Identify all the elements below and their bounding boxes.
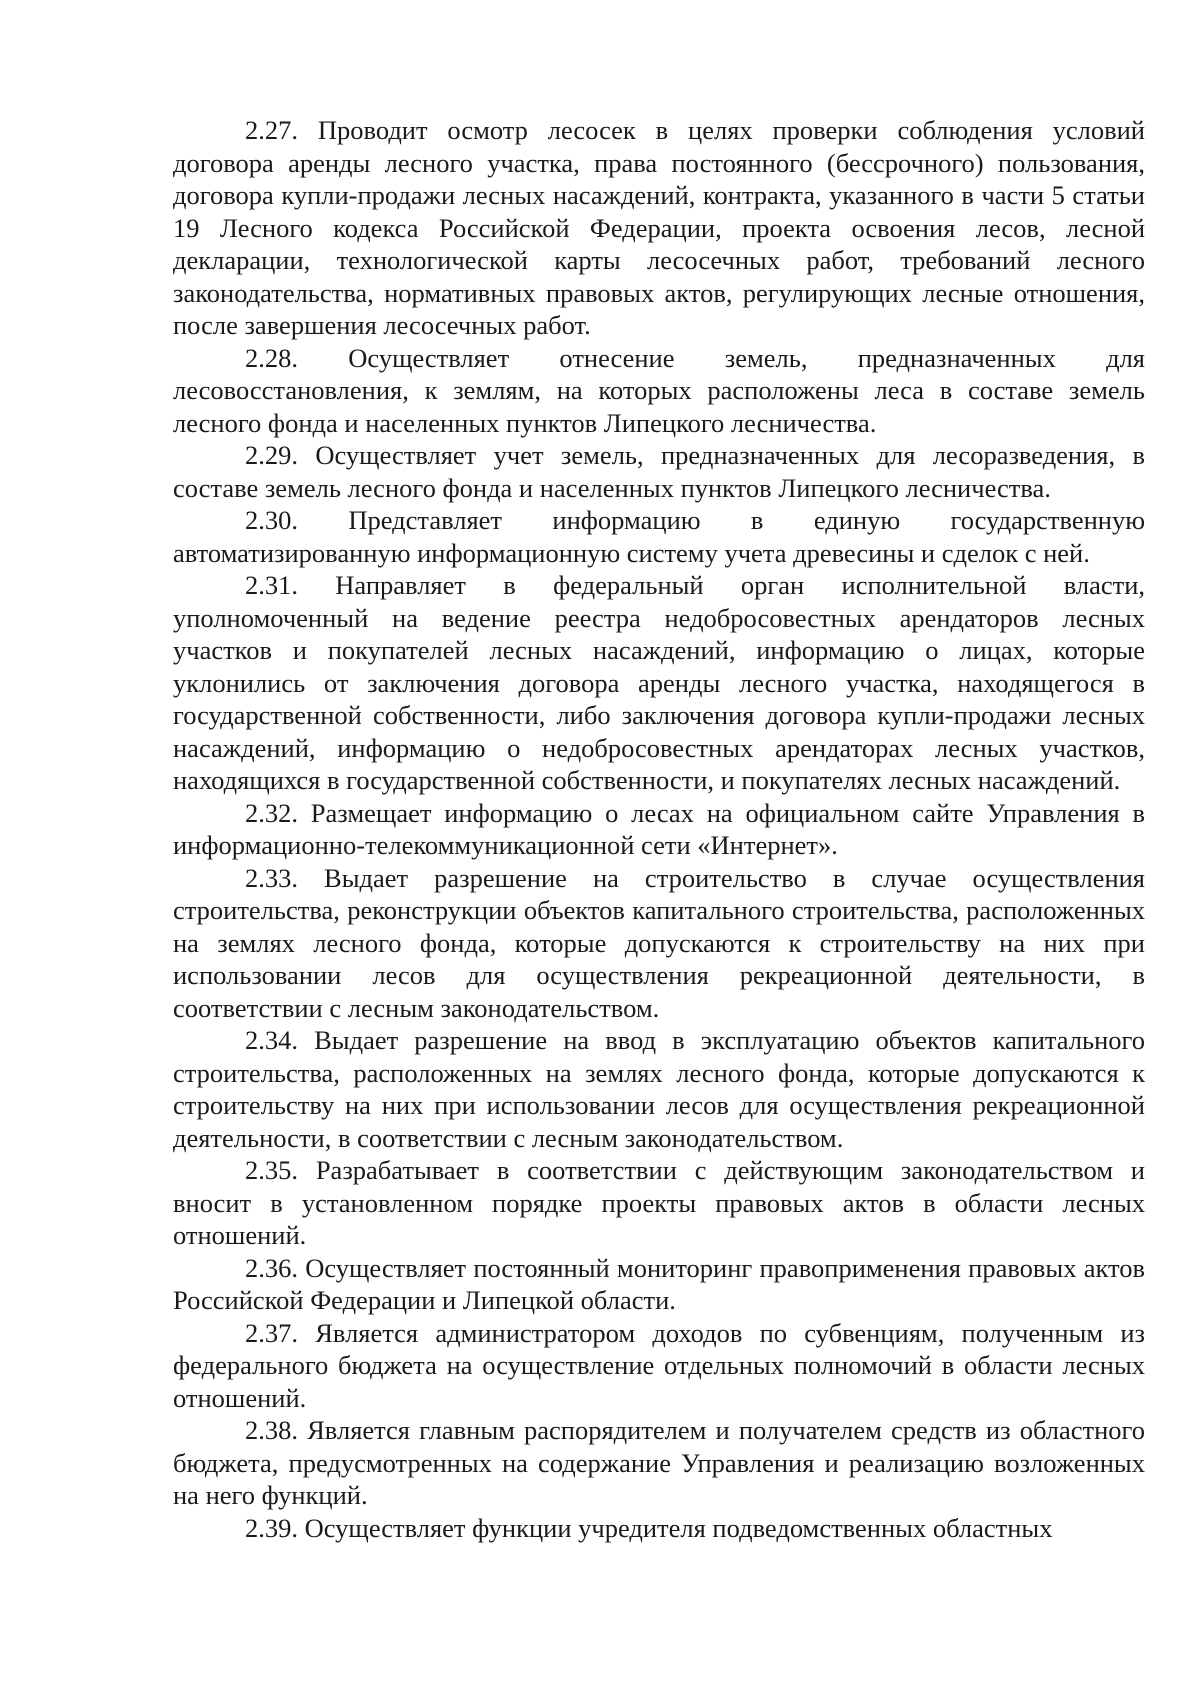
paragraph-2-32: 2.32. Размещает информацию о лесах на официальном сайте Управления в информационно-телекоммуникационной сети «Интернет». bbox=[173, 797, 1145, 860]
paragraph-2-38: 2.38. Является главным распорядителем и получателем средств из областного бюджета, предусмотренных на содержание Управления и реализацию возложенных на него функций. bbox=[173, 1415, 1145, 1510]
document-body bbox=[173, 114, 1145, 1544]
paragraph-2-35: 2.35. Разрабатывает в соответствии с действующим законодательством и вносит в установленном порядке проекты правовых актов в области лесных отношений. bbox=[173, 1155, 1145, 1250]
paragraph-2-27: 2.27. Проводит осмотр лесосек в целях проверки соблюдения условий договора аренды лесного участка, права постоянного (бессрочного) пользования, договора купли-продажи лесных насаждений, контракта, указанного в части 5 статьи 19 Лесного кодекса Российской Федерации, проекта освоения лесов, лесной декларации, технологической карты лесосечных работ, требований лесного законодательства, нормативных правовых актов, регулирующих лесные отношения, после завершения лесосечных работ. bbox=[173, 115, 1145, 340]
paragraph-2-29: 2.29. Осуществляет учет земель, предназначенных для лесоразведения, в составе земель лесного фонда и населенных пунктов Липецкого лесничества. bbox=[173, 440, 1145, 503]
paragraph-2-28: 2.28. Осуществляет отнесение земель, предназначенных для лесовосстановления, к землям, на которых расположены леса в составе земель лесного фонда и населенных пунктов Липецкого лесничества. bbox=[173, 342, 1145, 438]
paragraph-2-39: 2.39. Осуществляет функции учредителя подведомственных областных bbox=[245, 1512, 1053, 1543]
paragraph-2-33: 2.33. Выдает разрешение на строительство в случае осуществления строительства, реконструкции объектов капитального строительства, расположенных на землях лесного фонда, которые допускаются к строительству на них при использовании лесов для осуществления рекреационной деятельности, в соответствии с лесным законодательством. bbox=[173, 862, 1145, 1023]
paragraph-2-37: 2.37. Является администратором доходов по субвенциям, полученным из федерального бюджета на осуществление отдельных полномочий в области лесных отношений. bbox=[173, 1317, 1145, 1413]
paragraph-2-31: 2.31. Направляет в федеральный орган исполнительной власти, уполномоченный на ведение реестра недобросовестных арендаторов лесных участков и покупателей лесных насаждений, информацию о лицах, которые уклонились от заключения договора аренды лесного участка, находящегося в государственной собственности, либо заключения договора купли-продажи лесных насаждений, информацию о недобросовестных арендаторах лесных участков, находящихся в государственной собственности, и покупателях лесных насаждений. bbox=[173, 570, 1145, 795]
paragraph-2-30: 2.30. Представляет информацию в единую государственную автоматизированную информационную систему учета древесины и сделок с ней. bbox=[173, 505, 1145, 568]
paragraph-2-36: 2.36. Осуществляет постоянный мониторинг правоприменения правовых актов Российской Федерации и Липецкой области. bbox=[173, 1252, 1145, 1315]
paragraph-2-34: 2.34. Выдает разрешение на ввод в эксплуатацию объектов капитального строительства, расположенных на землях лесного фонда, которые допускаются к строительству на них при использовании лесов для осуществления рекреационной деятельности, в соответствии с лесным законодательством. bbox=[173, 1025, 1145, 1153]
